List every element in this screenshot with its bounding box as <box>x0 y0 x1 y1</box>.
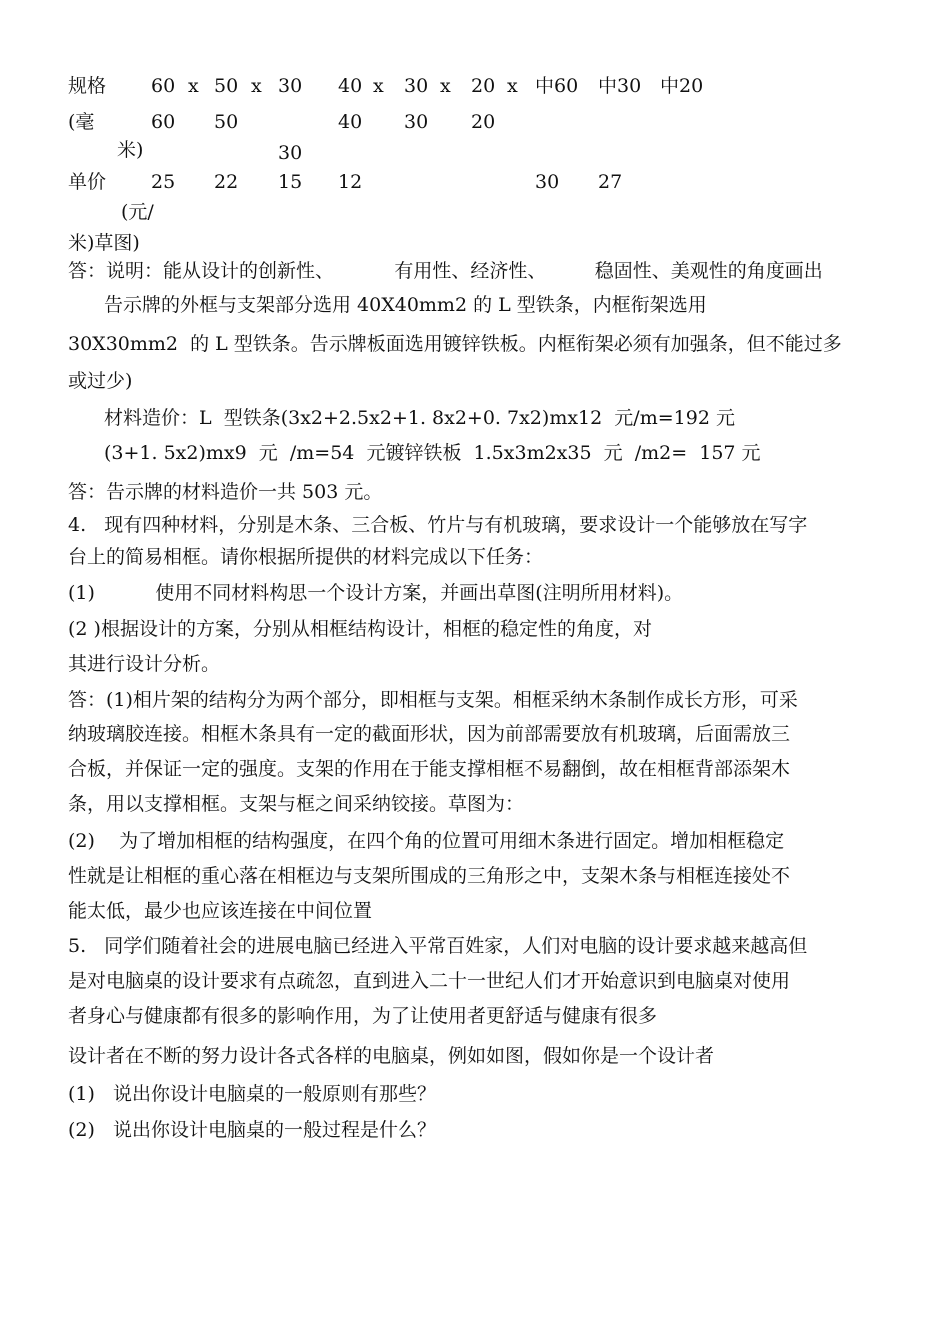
spec-label: 米) <box>117 139 144 161</box>
spec-cell: x <box>440 75 451 97</box>
question-4: 4. 现有四种材料，分别是木条、三合板、竹片与有机玻璃，要求设计一个能够放在写字 <box>68 514 808 536</box>
text-line: (1) 说出你设计电脑桌的一般原则有那些？ <box>68 1083 437 1105</box>
spec-cell: 30 <box>278 142 303 164</box>
text-line: (2) 说出你设计电脑桌的一般过程是什么？ <box>68 1119 437 1141</box>
spec-label: 米)草图) <box>68 232 140 254</box>
question-5: 5. 同学们随着社会的进展电脑已经进入平常百姓家，人们对电脑的设计要求越来越高但 <box>68 935 808 957</box>
text-line: 答：告示牌的材料造价一共 503 元。 <box>68 481 383 503</box>
spec-cell: x <box>188 75 199 97</box>
spec-cell: 30 <box>404 111 429 133</box>
text-line: 30X30mm2 的 L 型铁条。告示牌板面选用镀锌铁板。内框衔架必须有加强条，但不能过多 <box>68 333 842 355</box>
spec-cell: 40 <box>338 111 363 133</box>
spec-label: 规格 <box>68 75 107 97</box>
text-line: 能太低，最少也应该连接在中间位置 <box>68 900 373 922</box>
spec-cell: 27 <box>598 171 623 193</box>
text-line: 材料造价：L 型铁条(3x2+2.5x2+1. 8x2+0. 7x2)mx12 元/m=192 元 <box>104 407 735 429</box>
spec-cell: 60 <box>151 111 176 133</box>
spec-cell: 25 <box>151 171 176 193</box>
spec-cell: 20 <box>471 75 496 97</box>
text-line: 设计者在不断的努力设计各式各样的电脑桌，例如如图，假如你是一个设计者 <box>68 1045 715 1067</box>
text-line: 性就是让相框的重心落在相框边与支架所围成的三角形之中，支架木条与相框连接处不 <box>68 865 791 887</box>
text-line: 其进行设计分析。 <box>68 653 221 675</box>
text-line: 答：(1)相片架的结构分为两个部分，即相框与支架。相框采纳木条制作成长方形，可采 <box>68 689 798 711</box>
spec-cell: 20 <box>471 111 496 133</box>
spec-label: (毫 <box>68 111 95 133</box>
spec-cell: 12 <box>338 171 363 193</box>
text-line: 或过少) <box>68 370 133 392</box>
spec-cell: 50 <box>214 75 239 97</box>
spec-cell: 中20 <box>660 75 704 97</box>
spec-cell: 30 <box>535 171 560 193</box>
spec-cell: x <box>507 75 518 97</box>
text-line: 告示牌的外框与支架部分选用 40X40mm2 的 L 型铁条，内框衔架选用 <box>104 294 707 316</box>
spec-cell: 15 <box>278 171 303 193</box>
spec-cell: x <box>251 75 262 97</box>
spec-cell: 50 <box>214 111 239 133</box>
spec-label: 单价 <box>68 171 107 193</box>
text-line: 是对电脑桌的设计要求有点疏忽，直到进入二十一世纪人们才开始意识到电脑桌对使用 <box>68 970 791 992</box>
text-line: 条，用以支撑相框。支架与框之间采纳铰接。草图为： <box>68 793 525 815</box>
spec-cell: 中60 <box>535 75 579 97</box>
text-line: (1) 使用不同材料构思一个设计方案，并画出草图(注明所用材料)。 <box>68 582 684 604</box>
spec-cell: 30 <box>278 75 303 97</box>
text-line: 纳玻璃胶连接。相框木条具有一定的截面形状，因为前部需要放有机玻璃，后面需放三 <box>68 723 791 745</box>
spec-cell: 30 <box>404 75 429 97</box>
spec-cell: x <box>373 75 384 97</box>
spec-cell: 中30 <box>598 75 642 97</box>
spec-cell: 40 <box>338 75 363 97</box>
spec-cell: 60 <box>151 75 176 97</box>
text-line: 者身心与健康都有很多的影响作用，为了让使用者更舒适与健康有很多 <box>68 1005 658 1027</box>
text-line: (3+1. 5x2)mx9 元 /m=54 元镀锌铁板 1.5x3m2x35 元 /m2= 157 元 <box>104 442 761 464</box>
text-line: (2) 为了增加相框的结构强度，在四个角的位置可用细木条进行固定。增加相框稳定 <box>68 830 785 852</box>
spec-label: (元/ <box>121 201 154 223</box>
spec-cell: 22 <box>214 171 239 193</box>
text-line: 台上的简易相框。请你根据所提供的材料完成以下任务： <box>68 546 544 568</box>
text-line: 答：说明：能从设计的创新性、 有用性、经济性、 稳固性、美观性的角度画出 <box>68 260 823 282</box>
text-line: (2 )根据设计的方案，分别从相框结构设计，相框的稳定性的角度，对 <box>68 618 652 640</box>
text-line: 合板，并保证一定的强度。支架的作用在于能支撑相框不易翻倒，故在相框背部添架木 <box>68 758 791 780</box>
